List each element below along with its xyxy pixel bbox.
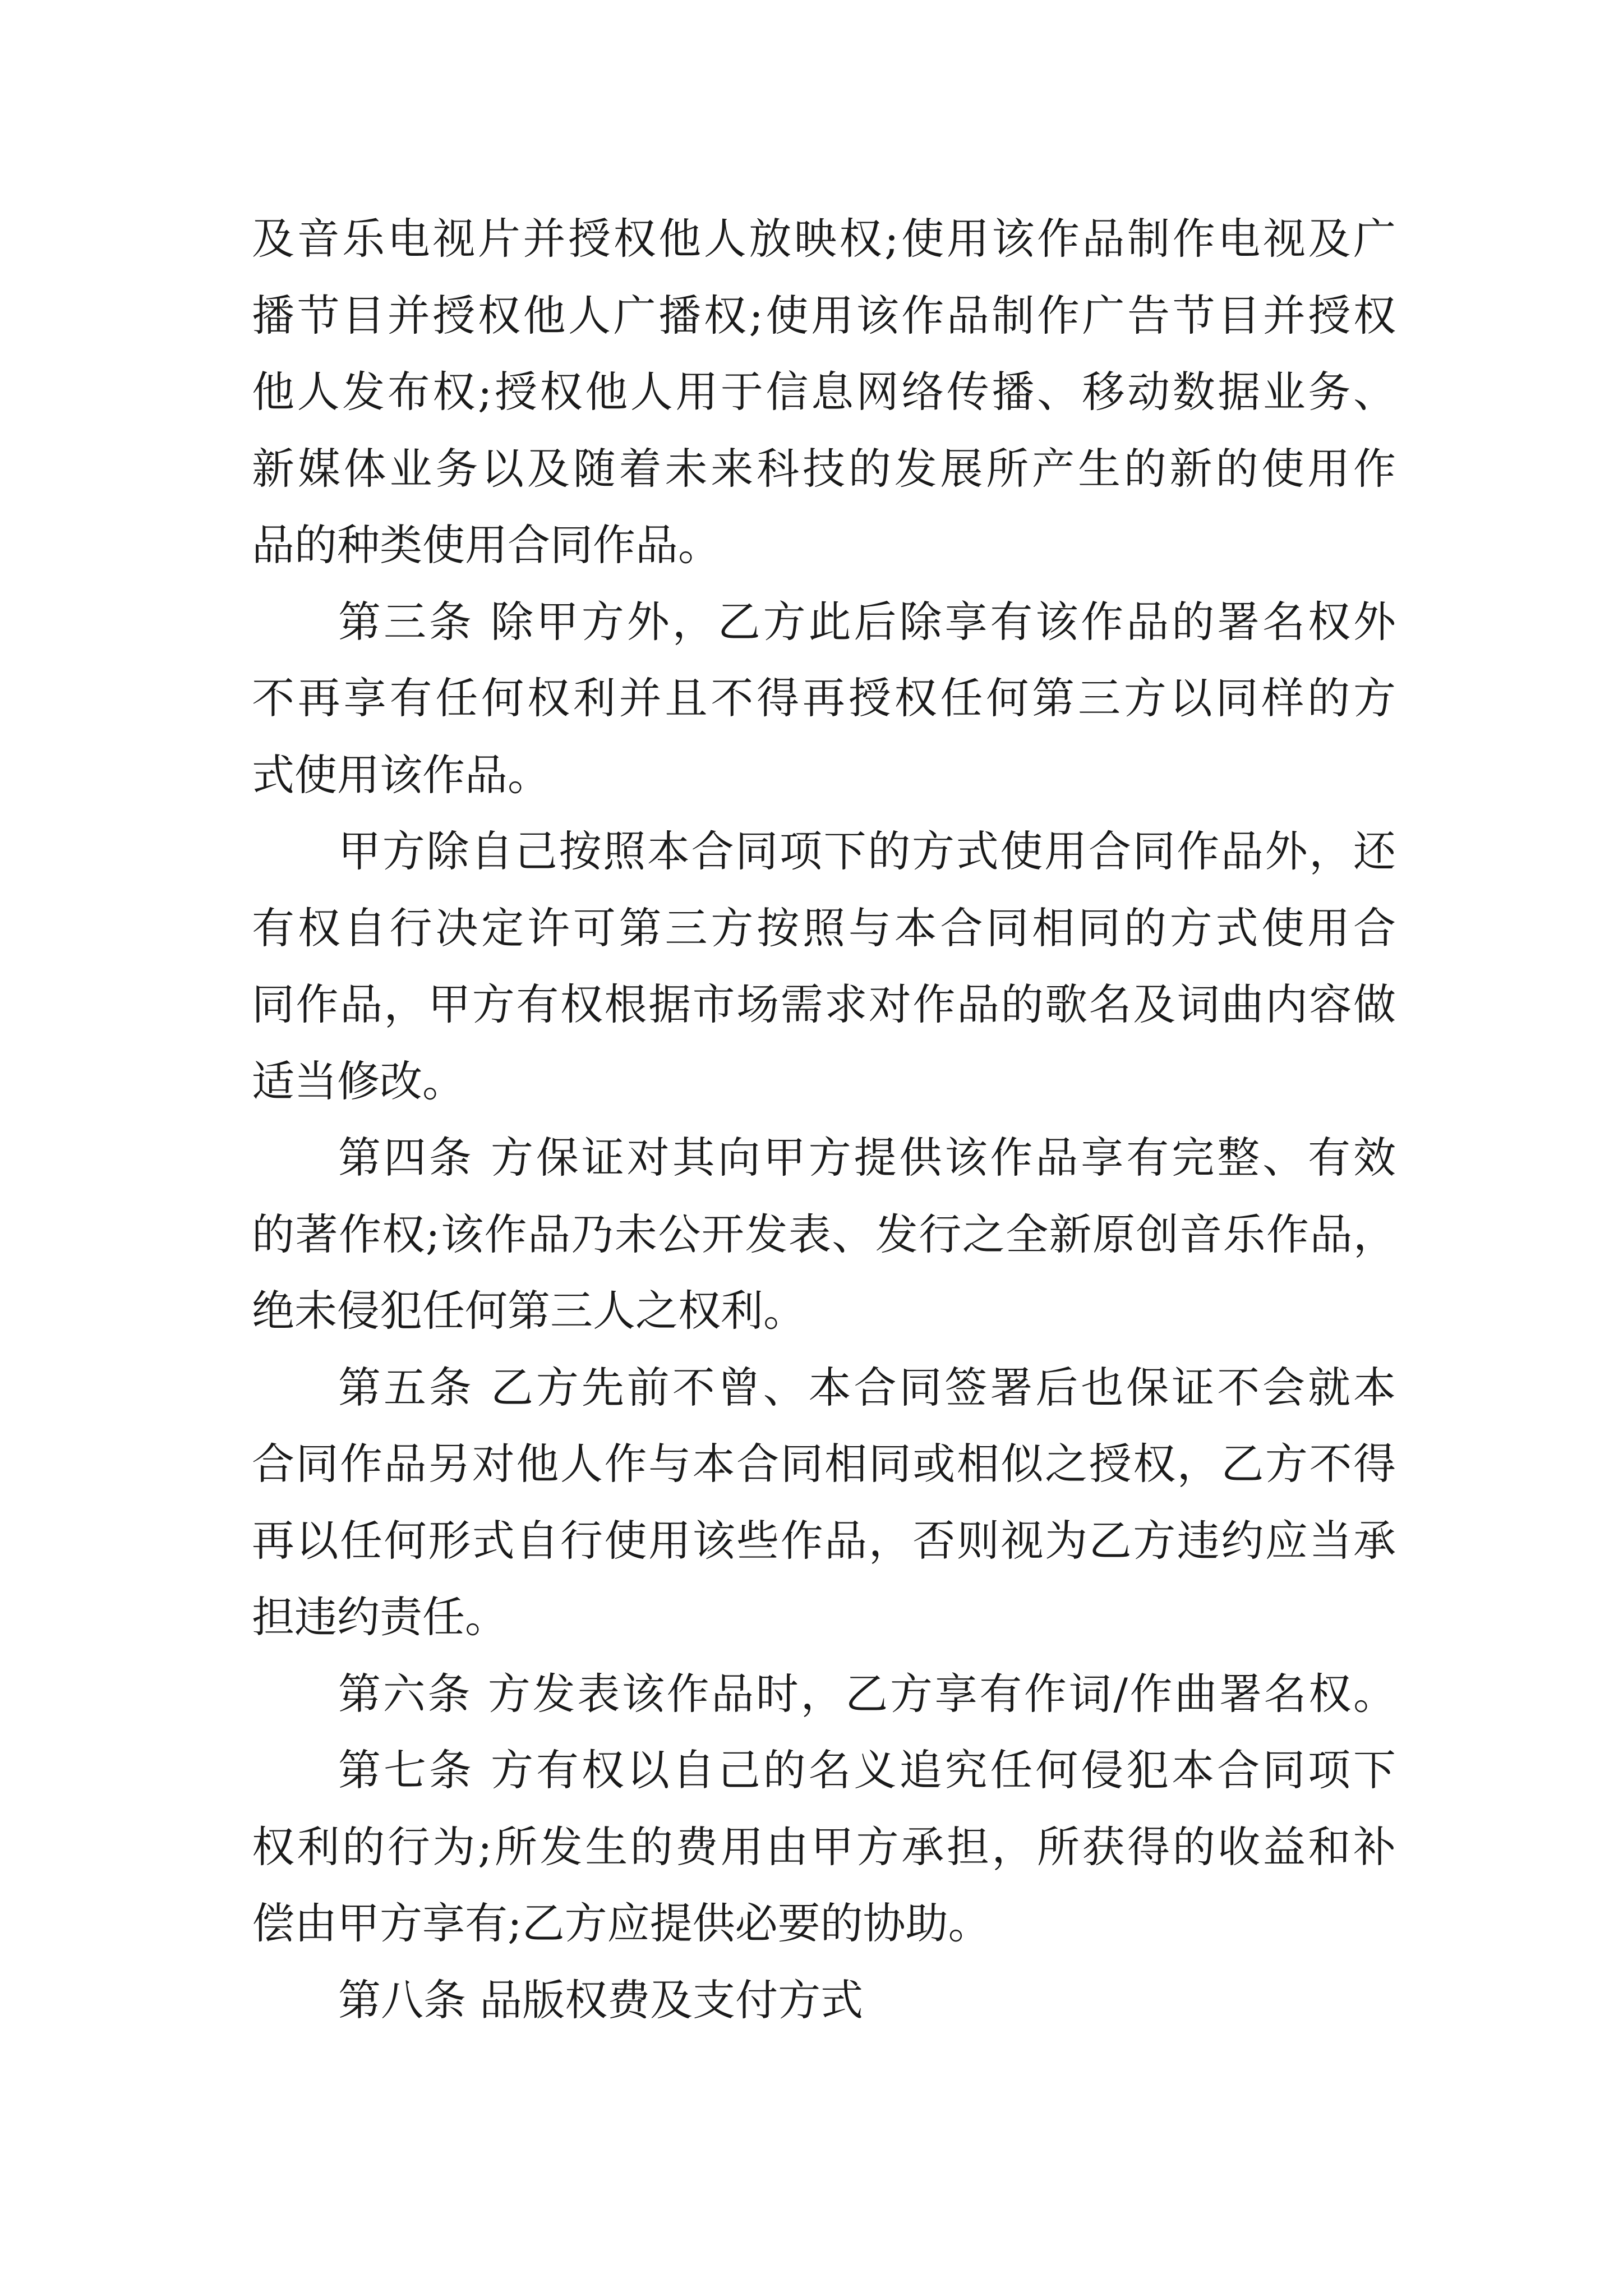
contract-body-text	[252, 201, 1396, 2039]
text-line: 播节目并授权他人广播权;使用该作品制作广告节目并授权	[252, 290, 1396, 341]
text-line: 适当修改。	[252, 1056, 465, 1106]
text-line: 有权自行决定许可第三方按照与本合同相同的方式使用合	[252, 903, 1396, 953]
text-line: 权利的行为;所发生的费用由甲方承担，所获得的收益和补	[252, 1821, 1396, 1872]
text-line: 第四条 方保证对其向甲方提供该作品享有完整、有效	[338, 1133, 1396, 1182]
text-line: 第七条 方有权以自己的名义追究任何侵犯本合同项下	[338, 1745, 1396, 1795]
text-line: 不再享有任何权利并且不得再授权任何第三方以同样的方	[252, 673, 1396, 723]
text-line: 合同作品另对他人作与本合同相同或相似之授权，乙方不得	[252, 1439, 1396, 1489]
text-line: 同作品，甲方有权根据市场需求对作品的歌名及词曲内容做	[252, 979, 1396, 1029]
text-line: 第五条 乙方先前不曾、本合同签署后也保证不会就本	[338, 1362, 1396, 1412]
text-line: 第六条 方发表该作品时，乙方享有作词/作曲署名权。	[338, 1668, 1396, 1719]
text-line: 式使用该作品。	[252, 749, 550, 800]
text-line: 偿由甲方享有;乙方应提供必要的协助。	[252, 1898, 991, 1948]
text-line: 的著作权;该作品乃未公开发表、发行之全新原创音乐作品，	[252, 1209, 1396, 1259]
text-line: 新媒体业务以及随着未来科技的发展所产生的新的使用作	[252, 443, 1396, 494]
text-line: 绝未侵犯任何第三人之权利。	[252, 1286, 806, 1336]
text-line: 第八条 品版权费及支付方式	[338, 1975, 864, 2025]
text-line: 担违约责任。	[252, 1592, 508, 1642]
text-line: 他人发布权;授权他人用于信息网络传播、移动数据业务、	[252, 367, 1396, 417]
text-line: 品的种类使用合同作品。	[252, 520, 721, 570]
text-line: 第三条 除甲方外，乙方此后除享有该作品的署名权外	[338, 596, 1396, 647]
text-line: 再以任何形式自行使用该些作品，否则视为乙方违约应当承	[252, 1515, 1396, 1566]
text-line: 及音乐电视片并授权他人放映权;使用该作品制作电视及广	[252, 214, 1396, 264]
text-line: 甲方除自己按照本合同项下的方式使用合同作品外，还	[338, 826, 1396, 876]
